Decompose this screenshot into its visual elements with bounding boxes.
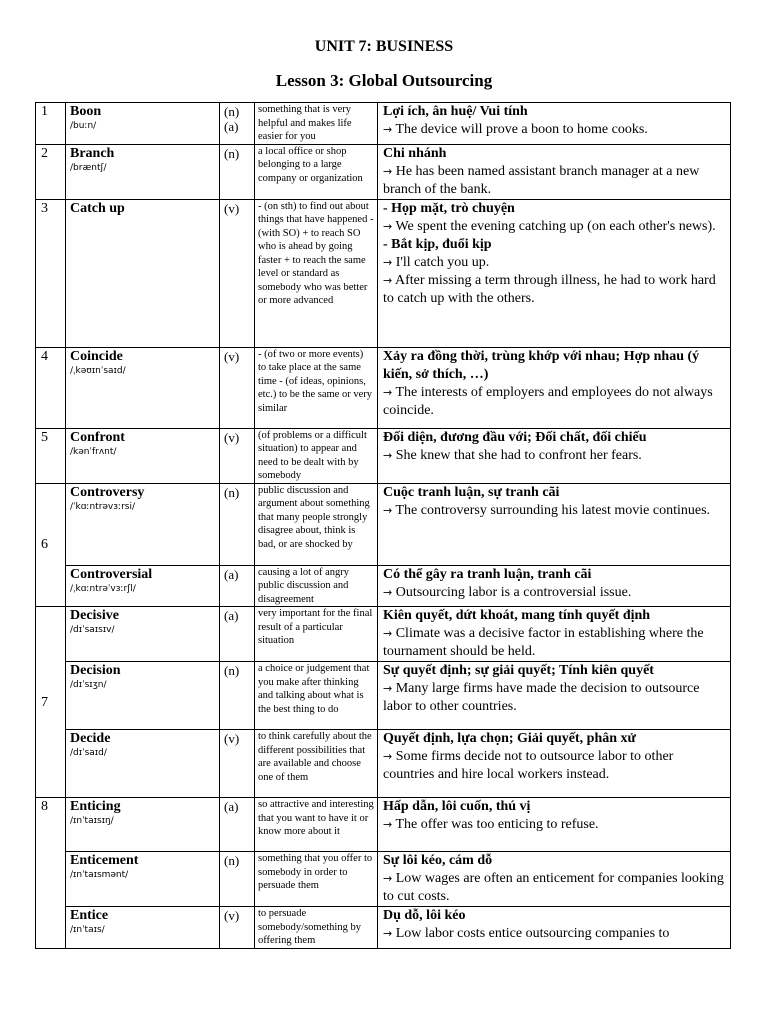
definition: causing a lot of angry public discussion and disagreement <box>255 565 378 607</box>
word-cell <box>66 103 220 145</box>
meaning-cell <box>378 103 731 145</box>
example <box>383 502 726 520</box>
row-number: 3 <box>36 199 66 347</box>
vietnamese-meaning: Sự quyết định; sự giải quyết; Tính kiên quyết <box>383 663 654 678</box>
word-cell <box>66 483 220 565</box>
example <box>383 254 726 272</box>
example <box>383 584 726 602</box>
pronunciation: /ɪnˈtaɪsmənt/ <box>70 870 129 880</box>
example-text: He has been named assistant branch manager at a new branch of the bank. <box>383 163 700 197</box>
arrow-icon: → <box>383 750 393 763</box>
vietnamese-meaning: Dụ dỗ, lôi kéo <box>383 908 466 923</box>
part-of-speech: (v) <box>220 907 255 949</box>
example-text: The offer was too enticing to refuse. <box>395 817 599 832</box>
pronunciation: /ɪnˈtaɪsɪŋ/ <box>70 816 114 826</box>
definition: very important for the final result of a particular situation <box>255 607 378 662</box>
word: Enticement <box>70 853 139 868</box>
example <box>383 870 726 906</box>
row-number: 8 <box>36 798 66 949</box>
definition: - (on sth) to find out about things that have happened - (with SO) + to reach SO who is ahead by going faster + to reach the same level or standard as somebody who was better or more advanced <box>255 199 378 347</box>
word: Decisive <box>70 608 119 623</box>
example <box>383 680 726 716</box>
arrow-icon: → <box>383 872 393 885</box>
table-row <box>36 428 731 483</box>
vietnamese-meaning: Xảy ra đồng thời, trùng khớp với nhau; Hợp nhau (ý kiến, sở thích, …) <box>383 348 700 382</box>
table-row <box>36 607 731 662</box>
example-text: We spent the evening catching up (on each other's news). <box>395 218 716 234</box>
vietnamese-meaning: - Bắt kịp, đuổi kịp <box>383 236 492 252</box>
vietnamese-meaning: Quyết định, lựa chọn; Giải quyết, phân xử <box>383 731 636 746</box>
definition: a local office or shop belonging to a large company or organization <box>255 144 378 199</box>
arrow-icon: → <box>383 123 393 136</box>
table-row <box>36 798 731 852</box>
example-text: Low wages are often an enticement for companies looking to cut costs. <box>383 871 724 904</box>
pos-noun: (n) <box>224 104 240 119</box>
definition: to think carefully about the different possibilities that are available and choose one of them <box>255 730 378 798</box>
meaning-cell <box>378 483 731 565</box>
part-of-speech: (n) <box>220 662 255 730</box>
row-number: 2 <box>36 144 66 199</box>
definition: - (of two or more events) to take place at the same time - (of ideas, opinions, etc.) to be the same or very similar <box>255 347 378 428</box>
vietnamese-meaning: Kiên quyết, dứt khoát, mang tính quyết định <box>383 608 651 623</box>
example <box>383 816 726 834</box>
arrow-icon: → <box>383 585 393 599</box>
example <box>383 163 726 199</box>
arrow-icon: → <box>383 219 393 233</box>
definition: so attractive and interesting that you want to have it or know more about it <box>255 798 378 852</box>
meaning-cell <box>378 199 731 347</box>
definition: public discussion and argument about something that many people strongly disagree about, think is bad, or are shocked by <box>255 483 378 565</box>
arrow-icon: → <box>383 448 393 462</box>
part-of-speech: (n) <box>220 144 255 199</box>
word: Controversial <box>70 566 153 582</box>
word: Branch <box>70 145 115 161</box>
meaning-cell <box>378 347 731 428</box>
word-cell <box>66 347 220 428</box>
part-of-speech: (v) <box>220 428 255 483</box>
example <box>383 272 726 308</box>
meaning-cell <box>378 565 731 607</box>
meaning-cell <box>378 907 731 949</box>
example <box>383 384 726 420</box>
word-cell <box>66 607 220 662</box>
table-row <box>36 852 731 907</box>
example <box>383 218 726 236</box>
example <box>383 121 726 139</box>
word-cell <box>66 798 220 852</box>
vietnamese-meaning: Cuộc tranh luận, sự tranh cãi <box>383 484 560 500</box>
pronunciation: /ˌkəʊɪnˈsaɪd/ <box>70 365 126 376</box>
row-number: 5 <box>36 428 66 483</box>
pronunciation: /dɪˈsɪʒn/ <box>70 680 107 690</box>
arrow-icon: → <box>383 255 393 269</box>
word: Coincide <box>70 348 123 364</box>
row-number: 4 <box>36 347 66 428</box>
part-of-speech: (a) <box>220 607 255 662</box>
word: Confront <box>70 429 125 445</box>
row-number: 6 <box>36 483 66 607</box>
pronunciation: /bræntʃ/ <box>70 162 107 173</box>
vietnamese-meaning: Hấp dẫn, lôi cuốn, thú vị <box>383 799 531 814</box>
meaning-cell <box>378 662 731 730</box>
meaning-cell <box>378 798 731 852</box>
definition: (of problems or a difficult situation) to appear and need to be dealt with by somebody <box>255 428 378 483</box>
table-row <box>36 730 731 798</box>
vietnamese-meaning: Lợi ích, ân huệ/ Vui tính <box>383 104 528 119</box>
meaning-cell <box>378 144 731 199</box>
definition: something that you offer to somebody in order to persuade them <box>255 852 378 907</box>
example-text: The controversy surrounding his latest movie continues. <box>395 502 711 518</box>
table-row <box>36 565 731 607</box>
table-row <box>36 103 731 145</box>
table-row <box>36 199 731 347</box>
meaning-cell <box>378 607 731 662</box>
table-row <box>36 144 731 199</box>
example <box>383 625 726 661</box>
example-text: Many large firms have made the decision to outsource labor to other countries. <box>383 681 700 714</box>
example-text: After missing a term through illness, he had to work hard to catch up with the others. <box>383 272 716 306</box>
word: Decide <box>70 731 111 746</box>
word-cell <box>66 565 220 607</box>
word: Decision <box>70 663 121 678</box>
pronunciation: /ˈkɑːntrəvɜːrsi/ <box>70 501 135 512</box>
part-of-speech: (n) <box>220 852 255 907</box>
arrow-icon: → <box>383 273 393 287</box>
vietnamese-meaning: Đối diện, đương đầu với; Đối chất, đối chiếu <box>383 429 647 445</box>
arrow-icon: → <box>383 627 393 640</box>
word-cell <box>66 199 220 347</box>
word: Entice <box>70 908 109 923</box>
pronunciation: /ɪnˈtaɪs/ <box>70 925 105 935</box>
example-text: I'll catch you up. <box>395 254 490 270</box>
part-of-speech: (a) <box>220 798 255 852</box>
pronunciation: /dɪˈsaɪd/ <box>70 748 107 758</box>
example <box>383 925 726 943</box>
part-of-speech: (v) <box>220 199 255 347</box>
meaning-cell <box>378 730 731 798</box>
part-of-speech: (v) <box>220 347 255 428</box>
arrow-icon: → <box>383 818 393 831</box>
part-of-speech: (v) <box>220 730 255 798</box>
example-text: Low labor costs entice outsourcing companies to <box>395 926 670 941</box>
example-text: Outsourcing labor is a controversial issue. <box>395 584 632 600</box>
pronunciation: /ˌkɑːntrəˈvɜːrʃl/ <box>70 583 136 594</box>
meaning-cell <box>378 852 731 907</box>
pos-adjective: (a) <box>224 119 239 134</box>
word-cell <box>66 852 220 907</box>
pronunciation: /dɪˈsaɪsɪv/ <box>70 625 115 635</box>
vietnamese-meaning: Sự lôi kéo, cám dỗ <box>383 853 493 868</box>
table-row <box>36 347 731 428</box>
example-text: Climate was a decisive factor in establishing where the tournament should be held. <box>383 626 704 659</box>
word-cell <box>66 144 220 199</box>
table-row <box>36 483 731 565</box>
word: Controversy <box>70 484 145 500</box>
arrow-icon: → <box>383 503 393 517</box>
table-row <box>36 662 731 730</box>
vietnamese-meaning: Chi nhánh <box>383 145 447 161</box>
pronunciation: /buːn/ <box>70 121 97 131</box>
arrow-icon: → <box>383 385 393 399</box>
example-text: Some firms decide not to outsource labor to other countries and hire local workers instead. <box>383 749 674 782</box>
pronunciation: /kənˈfrʌnt/ <box>70 446 117 457</box>
example-text: The device will prove a boon to home cooks. <box>395 122 648 137</box>
definition: something that is very helpful and makes life easier for you <box>255 103 378 145</box>
word-cell <box>66 662 220 730</box>
word: Enticing <box>70 799 121 814</box>
part-of-speech: (a) <box>220 565 255 607</box>
definition: to persuade somebody/something by offering them <box>255 907 378 949</box>
lesson-title: Lesson 3: Global Outsourcing <box>275 71 493 90</box>
arrow-icon: → <box>383 682 393 695</box>
definition: a choice or judgement that you make after thinking and talking about what is the best thing to do <box>255 662 378 730</box>
vocabulary-table <box>35 102 731 949</box>
arrow-icon: → <box>383 164 393 178</box>
table-row <box>36 907 731 949</box>
row-number: 7 <box>36 607 66 798</box>
word-cell <box>66 907 220 949</box>
row-number: 1 <box>36 103 66 145</box>
unit-title: UNIT 7: BUSINESS <box>314 38 454 55</box>
part-of-speech: (n) <box>220 483 255 565</box>
word: Catch up <box>70 200 125 216</box>
vietnamese-meaning: Có thể gây ra tranh luận, tranh cãi <box>383 566 592 582</box>
word-cell <box>66 428 220 483</box>
word: Boon <box>70 104 102 119</box>
part-of-speech <box>220 103 255 145</box>
word-cell <box>66 730 220 798</box>
meaning-cell <box>378 428 731 483</box>
example <box>383 748 726 784</box>
arrow-icon: → <box>383 927 393 940</box>
example-text: The interests of employers and employees do not always coincide. <box>383 384 713 418</box>
vietnamese-meaning: - Họp mặt, trò chuyện <box>383 200 515 216</box>
example <box>383 447 726 465</box>
example-text: She knew that she had to confront her fears. <box>395 447 642 463</box>
